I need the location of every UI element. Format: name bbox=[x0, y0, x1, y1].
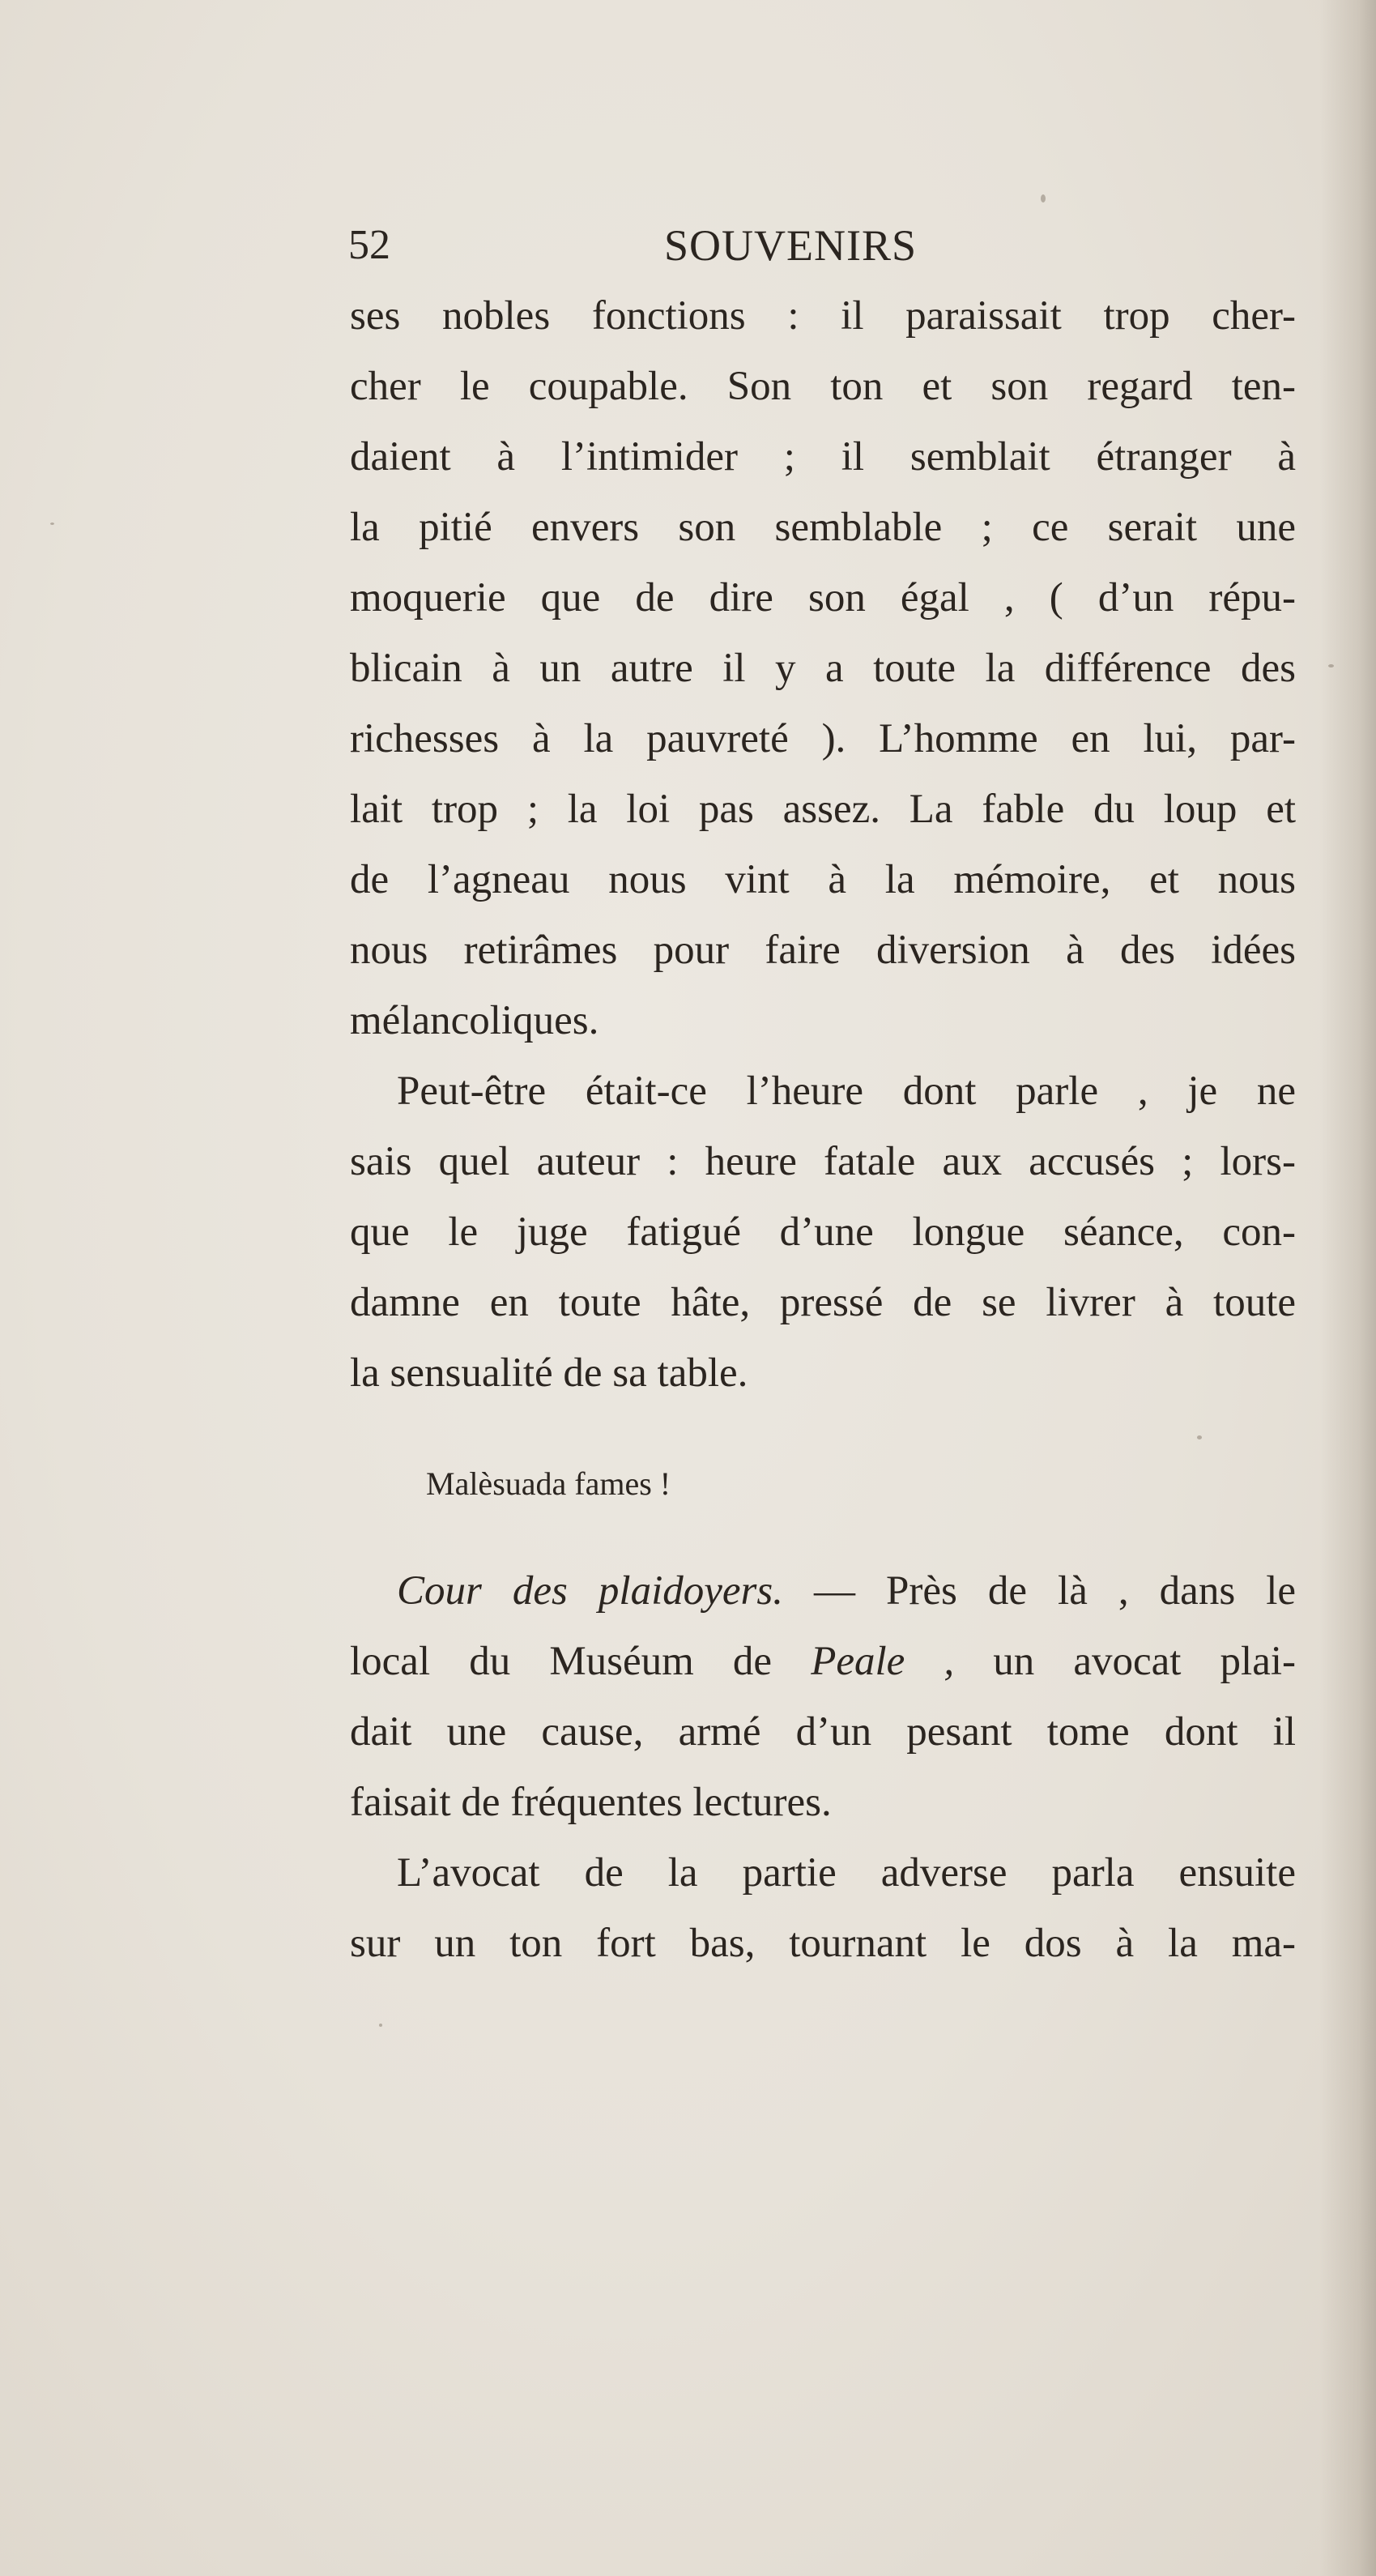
text-fragment: — Près de là , dans le bbox=[814, 1568, 1296, 1614]
text-fragment: un avocat plai- bbox=[993, 1639, 1296, 1684]
text-line: la pitié envers son semblable ; ce serait une bbox=[350, 505, 1296, 550]
paper-speck bbox=[50, 522, 54, 525]
text-line: sur un ton fort bas, tournant le dos à la ma- bbox=[350, 1921, 1296, 1966]
text-line: sais quel auteur : heure fatale aux accusés ; lors- bbox=[350, 1139, 1296, 1184]
text-line: que le juge fatigué d’une longue séance, con- bbox=[350, 1209, 1296, 1255]
text-line: Peut-être était-ce l’heure dont parle , je ne bbox=[397, 1068, 1296, 1114]
text-line bbox=[350, 1636, 1296, 1687]
section-title: Cour des plaidoyers. bbox=[397, 1568, 783, 1614]
page-header bbox=[348, 217, 1288, 282]
text-line: faisait de fréquentes lectures. bbox=[350, 1780, 832, 1825]
text-line: L’avocat de la partie adverse parla ensuite bbox=[397, 1850, 1296, 1896]
text-line: moquerie que de dire son égal , ( d’un répu- bbox=[350, 575, 1296, 621]
text-line: mélancoliques. bbox=[350, 998, 599, 1043]
text-line: la sensualité de sa table. bbox=[350, 1350, 748, 1396]
page-edge-shadow bbox=[1319, 0, 1376, 2576]
text-line: damne en toute hâte, pressé de se livrer à toute bbox=[350, 1280, 1296, 1325]
proper-name: Peale , bbox=[811, 1639, 955, 1684]
paper-speck bbox=[1197, 1435, 1202, 1439]
paper-speck bbox=[1328, 664, 1334, 667]
text-line: daient à l’intimider ; il semblait étranger à bbox=[350, 434, 1296, 480]
text-line: richesses à la pauvreté ). L’homme en lui, par- bbox=[350, 716, 1296, 761]
page-number: 52 bbox=[348, 222, 390, 268]
text-line: blicain à un autre il y a toute la différence des bbox=[350, 646, 1296, 691]
section-heading-line bbox=[397, 1565, 1296, 1617]
paper-speck bbox=[379, 2024, 382, 2027]
text-line: cher le coupable. Son ton et son regard ten- bbox=[350, 364, 1296, 409]
text-line: dait une cause, armé d’un pesant tome dont il bbox=[350, 1709, 1296, 1755]
text-line: lait trop ; la loi pas assez. La fable du loup et bbox=[350, 787, 1296, 832]
paper-speck bbox=[1041, 194, 1046, 203]
text-fragment: local du Muséum de bbox=[350, 1639, 773, 1684]
text-line: nous retirâmes pour faire diversion à des idées bbox=[350, 928, 1296, 973]
running-title: SOUVENIRS bbox=[664, 221, 918, 270]
latin-quote: Malèsuada fames ! bbox=[426, 1465, 671, 1502]
text-line: ses nobles fonctions : il paraissait trop cher- bbox=[350, 293, 1296, 339]
text-line: de l’agneau nous vint à la mémoire, et nous bbox=[350, 857, 1296, 902]
